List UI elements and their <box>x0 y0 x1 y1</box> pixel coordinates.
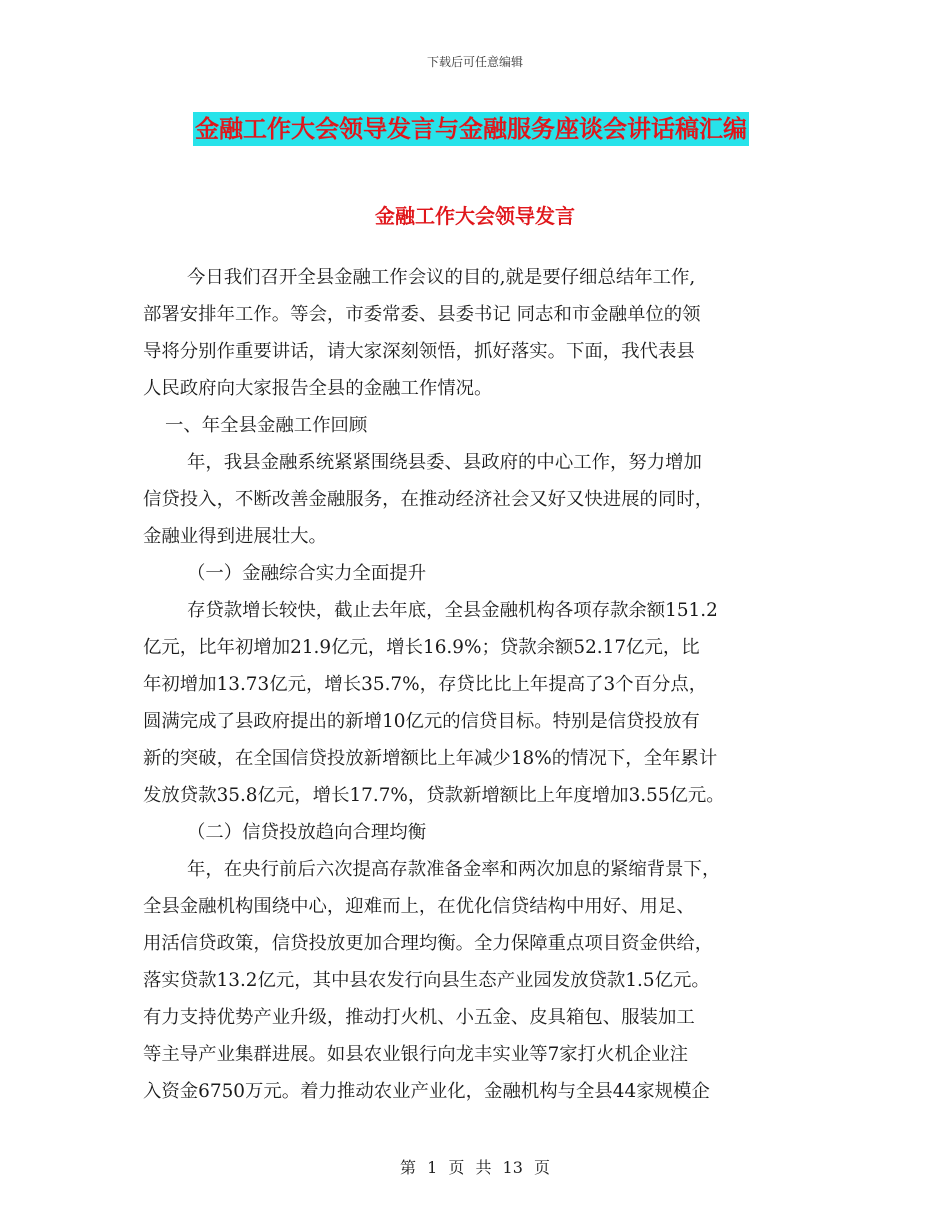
heading-line: （一）金融综合实力全面提升 <box>187 563 427 584</box>
paragraph-line: 落实贷款13.2亿元，其中县农发行向县生态产业园发放贷款1.5亿元。 <box>143 970 710 991</box>
paragraph-line: 等主导产业集群进展。如县农业银行向龙丰实业等7家打火机企业注 <box>143 1044 689 1065</box>
paragraph-line: 入资金6750万元。着力推动农业产业化，金融机构与全县44家规模企 <box>143 1081 710 1102</box>
header-note: 下载后可任意编辑 <box>426 55 523 69</box>
document-main-title: 金融工作大会领导发言与金融服务座谈会讲话稿汇编 <box>193 112 749 146</box>
heading-line: （二）信贷投放趋向合理均衡 <box>187 822 427 843</box>
paragraph-line: 导将分别作重要讲话，请大家深刻领悟，抓好落实。下面，我代表县 <box>143 341 695 362</box>
section-title: 金融工作大会领导发言 <box>375 204 575 228</box>
paragraph-line: 用活信贷政策，信贷投放更加合理均衡。全力保障重点项目资金供给， <box>143 933 714 954</box>
paragraph-line: 年，在央行前后六次提高存款准备金率和两次加息的紧缩背景下， <box>187 859 721 880</box>
page-footer: 第 1 页 共 13 页 <box>400 1158 550 1177</box>
paragraph-line: 金融业得到进展壮大。 <box>143 526 327 547</box>
paragraph-line: 部署安排年工作。等会，市委常委、县委书记 同志和市金融单位的领 <box>143 304 701 325</box>
paragraph-line: 存贷款增长较快，截止去年底，全县金融机构各项存款余额151.2 <box>187 600 718 621</box>
paragraph-line: 年，我县金融系统紧紧围绕县委、县政府的中心工作，努力增加 <box>187 452 702 473</box>
paragraph-line: 人民政府向大家报告全县的金融工作情况。 <box>143 378 493 399</box>
paragraph-line: 亿元，比年初增加21.9亿元，增长16.9%；贷款余额52.17亿元，比 <box>143 637 700 658</box>
paragraph-line: 年初增加13.73亿元，增长35.7%，存贷比比上年提高了3个百分点， <box>143 674 708 695</box>
paragraph-line: 有力支持优势产业升级，推动打火机、小五金、皮具箱包、服装加工 <box>143 1007 695 1028</box>
paragraph-line: 新的突破，在全国信贷投放新增额比上年减少18%的情况下，全年累计 <box>143 748 718 769</box>
heading-line: 一、年全县金融工作回顾 <box>165 415 368 436</box>
paragraph-line: 信贷投入，不断改善金融服务，在推动经济社会又好又快进展的同时， <box>143 489 714 510</box>
paragraph-line: 圆满完成了县政府提出的新增10亿元的信贷目标。特别是信贷投放有 <box>143 711 700 732</box>
body-text <box>143 222 823 1110</box>
paragraph-line: 全县金融机构围绕中心，迎难而上，在优化信贷结构中用好、用足、 <box>143 896 695 917</box>
paragraph-line: 发放贷款35.8亿元，增长17.7%，贷款新增额比上年度增加3.55亿元。 <box>143 785 725 806</box>
paragraph-line: 今日我们召开全县金融工作会议的目的,就是要仔细总结年工作, <box>187 267 696 288</box>
